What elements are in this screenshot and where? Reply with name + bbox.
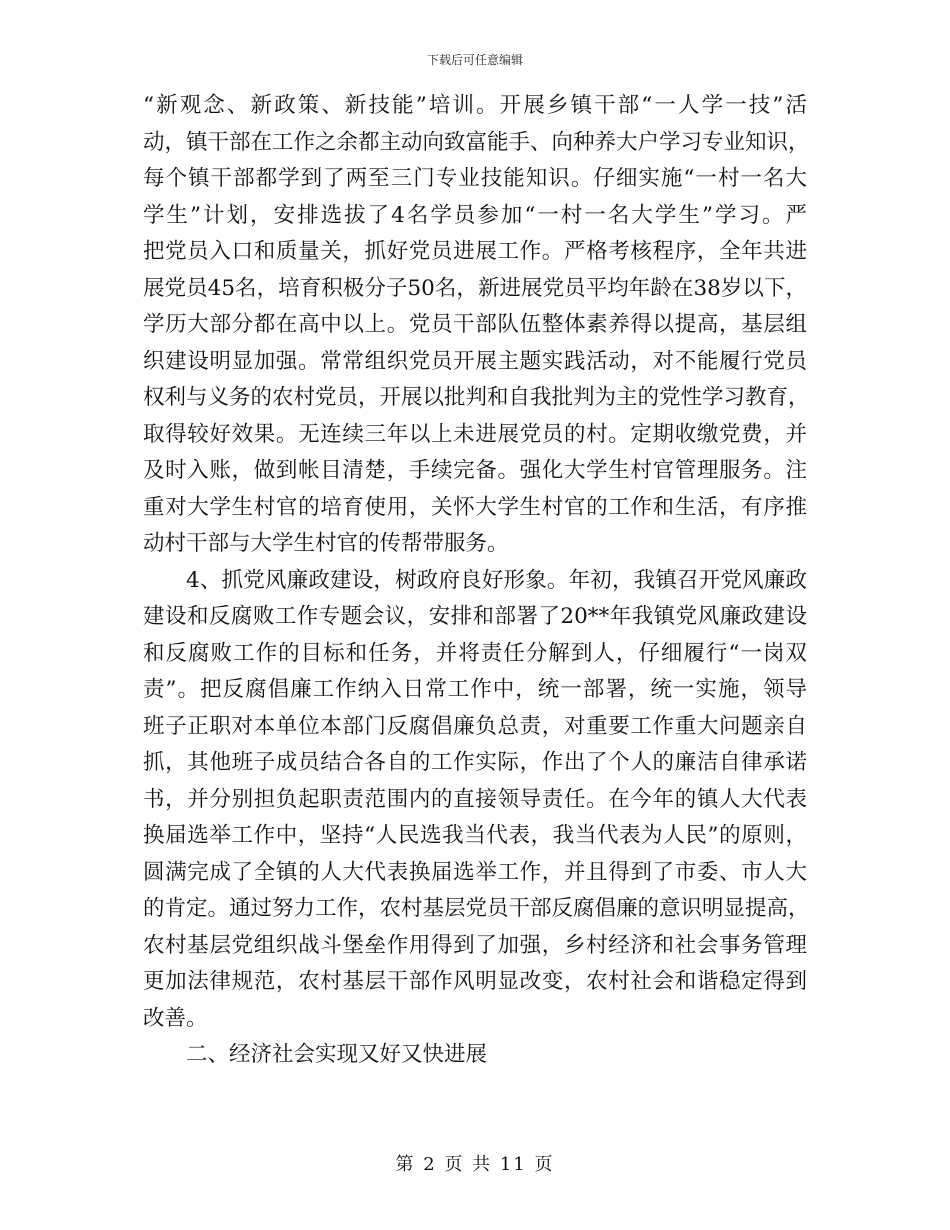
text-line: 学历大部分都在高中以上。党员干部队伍整体素养得以提高，基层组 bbox=[143, 312, 807, 337]
text-line: 及时入账，做到帐目清楚，手续完备。强化大学生村官管理服务。注 bbox=[143, 458, 807, 483]
text-line: 织建设明显加强。常常组织党员开展主题实践活动，对不能履行党员 bbox=[143, 348, 807, 374]
text-line: 责”。把反腐倡廉工作纳入日常工作中，统一部署，统一实施，领导 bbox=[143, 677, 807, 702]
page-number-footer: 第 2 页 共 11 页 bbox=[395, 1154, 555, 1175]
text-line: 4、抓党风廉政建设，树政府良好形象。年初，我镇召开党风廉政 bbox=[186, 567, 807, 593]
text-line: 动村干部与大学生村官的传帮带服务。 bbox=[143, 531, 509, 556]
text-line: 换届选举工作中，坚持“人民选我当代表，我当代表为人民”的原则， bbox=[143, 823, 807, 848]
paragraph-party-building bbox=[143, 88, 810, 563]
text-line: 重对大学生村官的培育使用，关怀大学生村官的工作和生活，有序推 bbox=[143, 494, 807, 520]
text-line: 抓，其他班子成员结合各自的工作实际，作出了个人的廉洁自律承诺 bbox=[143, 750, 807, 775]
text-line: 学生”计划，安排选拔了4名学员参加“一村一名大学生”学习。严 bbox=[143, 202, 807, 228]
text-line: 权利与义务的农村党员，开展以批判和自我批判为主的党性学习教育， bbox=[143, 385, 810, 410]
paragraph-anti-corruption bbox=[143, 563, 810, 1038]
document-body bbox=[143, 88, 810, 1074]
text-line: 更加法律规范，农村基层干部作风明显改变，农村社会和谐稳定得到 bbox=[143, 969, 807, 994]
text-line: 农村基层党组织战斗堡垒作用得到了加强，乡村经济和社会事务管理 bbox=[143, 932, 807, 958]
text-line: 每个镇干部都学到了两至三门专业技能知识。仔细实施“一村一名大 bbox=[143, 166, 807, 191]
text-line: 书，并分别担负起职责范围内的直接领导责任。在今年的镇人大代表 bbox=[143, 786, 807, 812]
text-line: “新观念、新政策、新技能”培训。开展乡镇干部“一人学一技”活 bbox=[143, 93, 807, 118]
text-line: 把党员入口和质量关，抓好党员进展工作。严格考核程序，全年共进 bbox=[143, 239, 807, 264]
text-line: 建设和反腐败工作专题会议，安排和部署了20**年我镇党风廉政建设 bbox=[143, 604, 807, 629]
text-line: 的肯定。通过努力工作，农村基层党员干部反腐倡廉的意识明显提高， bbox=[143, 896, 810, 921]
text-line: 圆满完成了全镇的人大代表换届选举工作，并且得到了市委、市人大 bbox=[143, 859, 807, 885]
text-line: 改善。 bbox=[143, 1005, 208, 1031]
text-line: 班子正职对本单位本部门反腐倡廉负总责，对重要工作重大问题亲自 bbox=[143, 713, 807, 739]
text-line: 展党员45名，培育积极分子50名，新进展党员平均年龄在38岁以下， bbox=[143, 275, 807, 301]
page-header: 下载后可任意编辑 bbox=[426, 53, 523, 67]
text-line: 动，镇干部在工作之余都主动向致富能手、向种养大户学习专业知识， bbox=[143, 129, 810, 155]
text-line: 取得较好效果。无连续三年以上未进展党员的村。定期收缴党费，并 bbox=[143, 421, 807, 447]
text-line: 和反腐败工作的目标和任务，并将责任分解到人，仔细履行“一岗双 bbox=[143, 640, 807, 666]
section-heading: 二、经济社会实现又好又快进展 bbox=[186, 1042, 488, 1067]
